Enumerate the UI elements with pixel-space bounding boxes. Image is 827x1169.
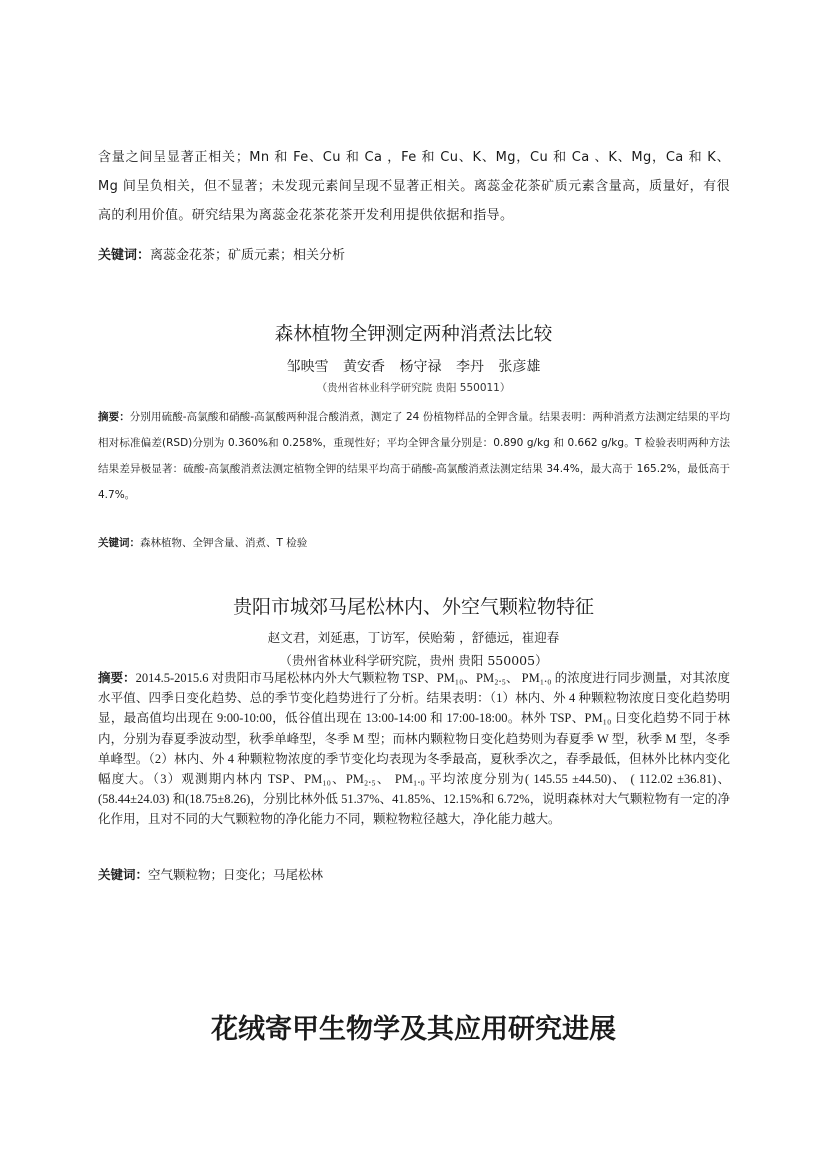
keywords-label: 关键词： xyxy=(98,537,140,549)
keywords-text: 离蕊金花茶；矿质元素；相关分析 xyxy=(150,248,346,263)
paper-title: 贵阳市城郊马尾松林内、外空气颗粒物特征 xyxy=(232,596,594,618)
abstract-text: 2014.5-2015.6 对贵阳市马尾松林内外大气颗粒物 TSP、PM₁₀、PM₂.₅、 PM₁.₀ 的浓度进行同步测量，对其浓度水平值、四季日变化趋势、总的季节变化趋势进行了分析。结果表明：（1）林内、外 4 种颗粒物浓度日变化趋势明显，最高值均出现在 9:00-10:00，低谷值出现在 13:00-14:00 和 17:00-18:00。林外 TSP、PM₁₀ 日变化趋势不同于林内，分别为春夏季波动型，秋季单峰型，冬季 M 型；而林内颗粒物日变化趋势则为春夏季 W 型，秋季 M 型，冬季单峰型。（2）林内、外 4 种颗粒物浓度的季节变化均表现为冬季最高，夏秋季次之，春季最低，但林外比林内变化幅度大。（3）观测期内林内 TSP、PM₁₀、PM₂.₅、 PM₁.₀ 平均浓度分别为( 145.55 ±44.50)、 ( 112.02 ±36.81)、 (58.44±24.03) 和(18.75±8.26)，分别比林外低 51.37%、41.85%、12.15%和 6.72%，说明森林对大气颗粒物有一定的净化作用，且对不同的大气颗粒物的净化能力不同，颗粒物粒径越大，净化能力越大。 xyxy=(98,671,730,827)
paper-affiliation: （贵州省林业科学研究院，贵州 贵阳 550005） xyxy=(279,653,548,668)
abstract-label: 摘要： xyxy=(98,411,130,423)
keywords-line xyxy=(98,865,730,885)
abstract-label: 摘要： xyxy=(98,670,136,685)
paper-abstract xyxy=(98,668,730,830)
paper-title: 森林植物全钾测定两种消煮法比较 xyxy=(274,324,553,345)
abstract-text: 分别用硫酸-高氯酸和硝酸-高氯酸两种混合酸消煮，测定了 24 份植物样品的全钾含量。结果表明：两种消煮方法测定结果的平均相对标准偏差(RSD)分别为 0.360%和 0.258%，重现性好；平均全钾含量分别是：0.890 g/kg 和 0.662 g/kg。T 检验表明两种方法结果差异极显著：硫酸-高氯酸消煮法测定植物全钾的结果平均高于硝酸-高氯酸消煮法测定结果 34.4%，最大高于 165.2%，最低高于 4.7%。 xyxy=(98,411,730,501)
paper-authors: 赵文君，刘延惠，丁访军，侯贻菊 ，舒德远，崔迎春 xyxy=(267,630,560,645)
abstract-continuation: 含量之间呈显著正相关；Mn 和 Fe、Cu 和 Ca ，Fe 和 Cu、K、Mg，Cu 和 Ca 、K、Mg，Ca 和 K、Mg 间呈负相关，但不显著；未发现元素间呈现不显著正相关。离蕊金花茶矿质元素含量高，质量好，有很高的利用价值。研究结果为离蕊金花茶花茶开发利用提供依据和指导。 xyxy=(98,150,730,223)
keywords-label: 关键词： xyxy=(98,248,151,263)
keywords-line xyxy=(98,534,730,552)
paper-abstract xyxy=(98,404,730,508)
keywords-line xyxy=(98,246,730,266)
paper-title: 花绒寄甲生物学及其应用研究进展 xyxy=(211,1014,616,1045)
keywords-label: 关键词： xyxy=(98,867,149,882)
keywords-text: 空气颗粒物；日变化；马尾松林 xyxy=(148,868,324,882)
keywords-text: 森林植物、全钾含量、消煮、T 检验 xyxy=(140,537,308,549)
paper-authors: 邹映雪 黄安香 杨守禄 李丹 张彦雄 xyxy=(286,359,541,375)
paper-affiliation: （贵州省林业科学研究院 贵阳 550011） xyxy=(316,382,511,394)
